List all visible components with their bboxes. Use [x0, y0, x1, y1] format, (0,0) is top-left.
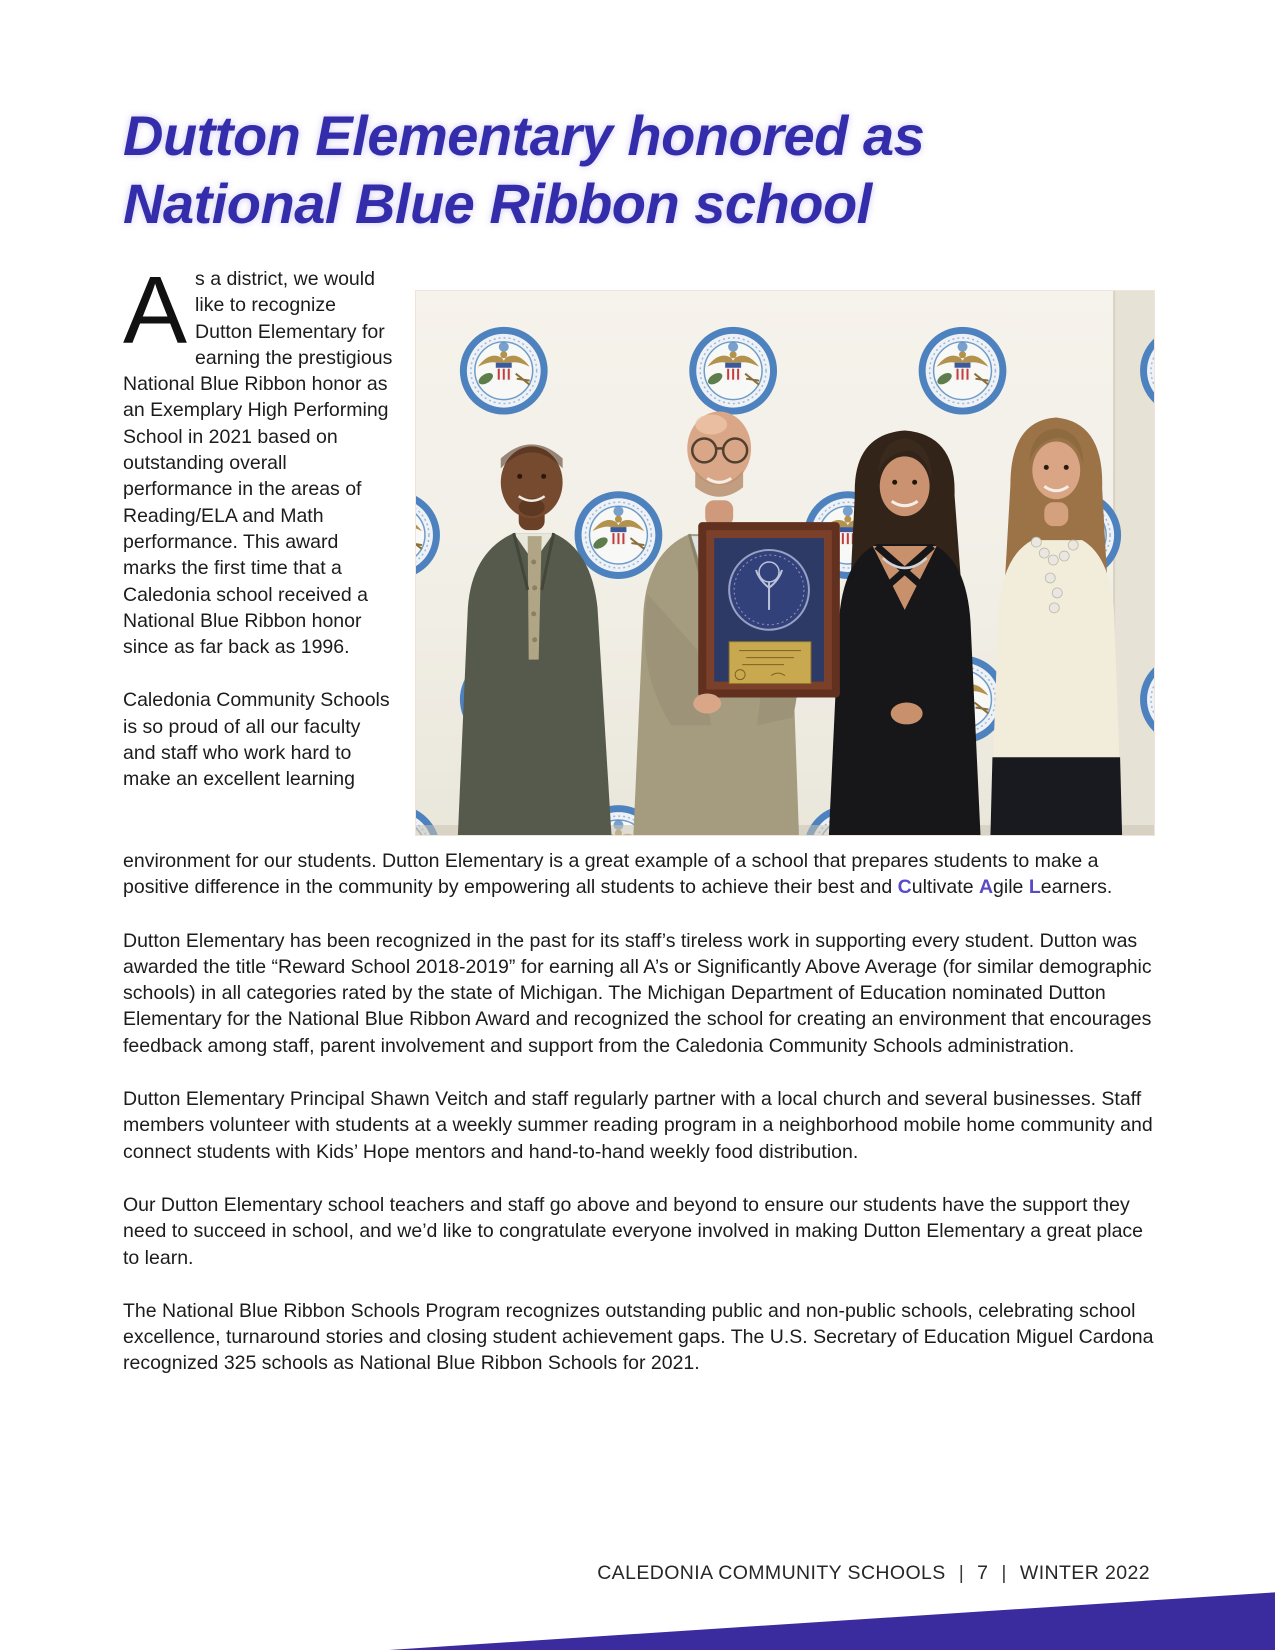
highlight-letter-l: L: [1028, 876, 1041, 899]
highlight-letter-a: A: [978, 876, 994, 899]
article-body: [123, 257, 1155, 1377]
column-paragraph: Caledonia Community Schools is so proud of all our faculty and staff who work hard to make an excellent learning: [123, 689, 390, 791]
footer-diagonal-band: [0, 1588, 1275, 1650]
article-title-line2: National Blue Ribbon school: [123, 172, 872, 235]
footer-organization: CALEDONIA COMMUNITY SCHOOLS: [597, 1562, 946, 1584]
intro-paragraph: [123, 257, 394, 660]
highlight-letter-c: C: [897, 876, 912, 899]
footer-separator: |: [958, 1562, 965, 1584]
intro-text: s a district, we would like to recognize Dutton Elementary for earning the prestigious National Blue Ribbon honor as an Exemplary High Performing School in 2021 based on outstanding overall performance in the areas of Reading/ELA and Math performance. This award marks the first time that a Caledonia school received a National Blue Ribbon honor since as far back as 1996.: [123, 268, 393, 659]
drop-cap: A: [123, 257, 188, 364]
footer-page-number: 7: [977, 1562, 989, 1584]
body-paragraph-recognition: Dutton Elementary has been recognized in the past for its staff’s tireless work in supporting every student. Dutton was awarded the title “Reward School 2018-2019” for earning all A’s or Significantly Above Average (for similar demographic schools) in all categories rated by the state of Michigan. The Michigan Department of Education nominated Dutton Elementary for the National Blue Ribbon Award and recognized the school for creating an environment that encourages feedback among staff, parent involvement and support from the Caledonia Community Schools administration.: [123, 929, 1152, 1057]
footer-separator: |: [1001, 1562, 1007, 1584]
footer-issue: WINTER 2022: [1019, 1562, 1150, 1584]
body-paragraph-congratulations: Our Dutton Elementary school teachers and staff go above and beyond to ensure our students have the support they need to succeed in school, and we’d like to congratulate everyone involved in making Dutton Elementary a great place to learn.: [123, 1193, 1144, 1269]
body-paragraph-program: The National Blue Ribbon Schools Program recognizes outstanding public and non-public schools, celebrating school excellence, turnaround stories and closing student achievement gaps. The U.S. Secretary of Education Miguel Cardona recognized 325 schools as National Blue Ribbon Schools for 2021.: [123, 1299, 1154, 1375]
body-paragraph-community: Dutton Elementary Principal Shawn Veitch and staff regularly partner with a local church and several businesses. Staff members volunteer with students at a weekly summer reading program in a neighborhood mobile home community and connect students with Kids’ Hope mentors and hand-to-hand weekly food distribution.: [123, 1088, 1153, 1163]
article-title-line1: Dutton Elementary honored as: [123, 104, 925, 167]
blue-ribbon-award-plaque: [693, 522, 840, 713]
page-footer: [0, 1562, 1150, 1585]
intro-column: [123, 257, 394, 793]
article-title: [123, 102, 1215, 238]
continuation-paragraph: environment for our students. Dutton Elementary is a great example of a school that prepares students to make a positive difference in the community by empowering all students to achieve their best and Cultivate Agile Learners.: [123, 850, 1113, 899]
award-ceremony-photo: [415, 290, 1155, 836]
